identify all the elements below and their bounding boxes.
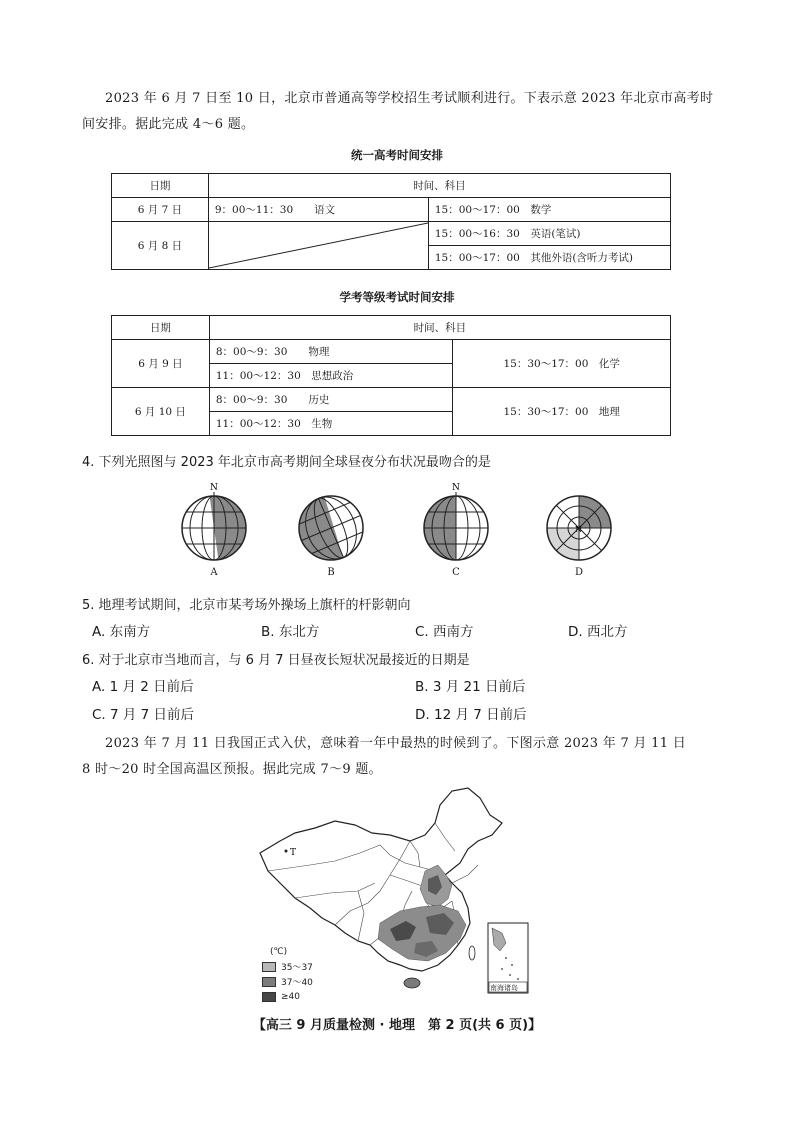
intro-line-1: 2023 年 6 月 7 日至 10 日，北京市普通高等学校招生考试顺利进行。下表示意 2023 年北京市高考时 [105,91,714,106]
inset-label: 南海诸岛 [490,984,518,992]
schedule-cell: 15：30～17：00 地理 [453,388,671,436]
date-cell: 6 月 7 日 [112,198,209,222]
header-date: 日期 [112,316,210,340]
page-footer: 【高三 9 月质量检测 · 地理 第 2 页(共 6 页)】 [252,1018,542,1033]
schedule-cell: 15：00～17：00 数学 [428,198,670,222]
legend-swatch [262,977,276,987]
north-label: N [575,525,582,534]
globe-c-icon [420,482,492,562]
schedule-cell: 11：00～12：30 思想政治 [209,364,453,388]
schedule-cell: 11：00～12：30 生物 [209,412,453,436]
question-4-stem: 4. 下列光照图与 2023 年北京市高考期间全球昼夜分布状况最吻合的是 [82,455,491,470]
option-label: C [452,567,460,578]
legend-label: 37～40 [281,978,313,988]
q6-option-d[interactable]: D. 12 月 7 日前后 [415,707,527,723]
globe-a-icon [178,482,250,562]
exam-schedule-table [111,173,671,270]
schedule-cell: 15：00～16：30 英语(笔试) [428,222,670,246]
schedule-cell: 15：30～17：00 化学 [453,340,671,388]
globe-d-icon [543,482,615,562]
date-cell: 6 月 8 日 [112,222,209,270]
legend-label: 35～37 [281,963,313,973]
option-label: B [327,567,335,578]
north-label: N [452,483,460,493]
q5-option-a[interactable]: A. 东南方 [92,624,151,640]
legend-swatch [262,992,276,1002]
intro2-line-2: 8 时～20 时全国高温区预报。据此完成 7～9 题。 [82,762,382,777]
diagonal-line [209,222,428,269]
taiwan-island [469,946,475,960]
q5-option-d[interactable]: D. 西北方 [568,624,628,640]
intro2-line-1: 2023 年 7 月 11 日我国正式入伏，意味着一年中最热的时候到了。下图示意 2023 年 7 月 11 日 [105,736,687,751]
question-5-stem: 5. 地理考试期间，北京市某考场外操场上旗杆的杆影朝向 [82,598,411,613]
intro-line-2: 间安排。据此完成 4～6 题。 [82,117,255,132]
empty-slash-cell [208,222,428,270]
legend-item [262,959,313,974]
hainan-island [404,978,420,988]
date-cell: 6 月 9 日 [112,340,210,388]
legend-item [262,974,313,989]
level-exam-schedule-table [111,315,671,436]
point-t-marker [285,850,288,853]
q6-option-a[interactable]: A. 1 月 2 日前后 [92,679,194,695]
schedule-cell: 8：00～9：30 历史 [209,388,453,412]
schedule-cell: 8：00～9：30 物理 [209,340,453,364]
q6-option-c[interactable]: C. 7 月 7 日前后 [92,707,195,723]
legend-unit: (℃) [270,946,288,957]
header-date: 日期 [112,174,209,198]
legend-item [262,989,313,1004]
legend-label: ≥40 [281,991,300,1002]
q6-option-b[interactable]: B. 3 月 21 日前后 [415,679,526,695]
header-subject: 时间、科目 [208,174,670,198]
map-legend [262,944,313,1004]
option-label: A [210,567,218,578]
q5-option-c[interactable]: C. 西南方 [415,624,474,640]
north-label: N [210,483,218,493]
schedule-cell: 9：00～11：30 语文 [208,198,428,222]
q5-option-b[interactable]: B. 东北方 [261,624,320,640]
date-cell: 6 月 10 日 [112,388,210,436]
table2-caption: 学考等级考试时间安排 [339,290,455,304]
option-label: D [574,567,584,578]
legend-swatch [262,962,276,972]
schedule-cell: 15：00～17：00 其他外语(含听力考试) [428,246,670,270]
header-subject: 时间、科目 [209,316,670,340]
globe-b-icon [295,482,367,562]
question-6-stem: 6. 对于北京市当地而言，与 6 月 7 日昼夜长短状况最接近的日期是 [82,653,470,668]
table1-caption: 统一高考时间安排 [351,148,443,162]
point-t-label: T [290,848,297,858]
